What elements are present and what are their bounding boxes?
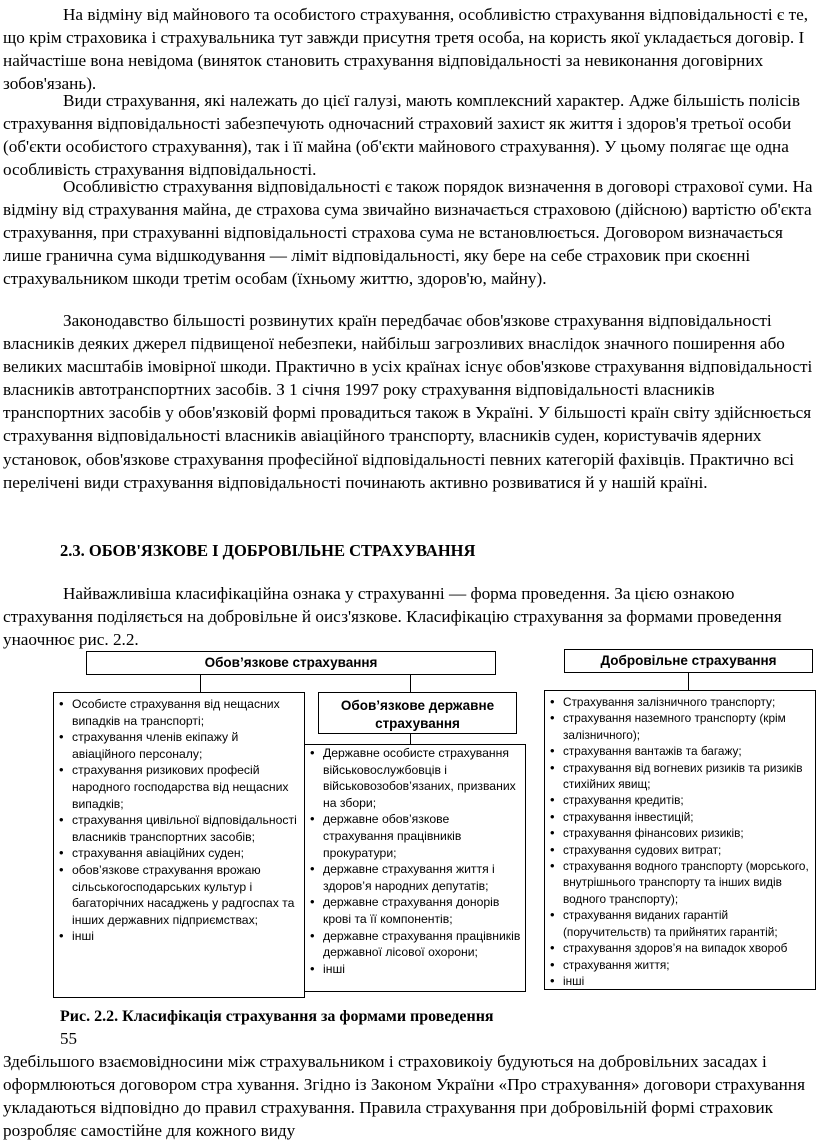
voluntary-title: Добровільне страхування bbox=[600, 653, 777, 668]
connector-line bbox=[200, 675, 201, 692]
list-item: • страхування фінансових ризиків; bbox=[547, 825, 815, 841]
list-item: • страхування ризикових професій народного господарства від нещасних випадків; bbox=[56, 762, 302, 812]
paragraph-closing: Здебільшого взаємовідносини між страхувальником і страховикоіу будуються на добровільних засадах і оформлюються договором стра хування. Згідно із Законом України «Про страхування» договори страхування укладаються відповідно до правил страхування. Правила страхування при добровільній формі страховик розробляє самостійне для кожного виду bbox=[3, 1052, 805, 1141]
list-item: • обов’язкове страхування врожаю сільськогосподарських культур і багаторічних насаджень у радгоспах та інших державних підприємствах; bbox=[56, 862, 302, 928]
paragraph-sum-insured: Особливістю страхування відповідальності є також порядок визначення в договорі страхової суми. На відміну від страхування майна, де страхова сума звичайно визначається страховою (дійсною) вартістю об'єкта страхування, при страхуванні відповідальності страхова сума не встановлюється. Договором визначається лише гранична сума відшкодування — ліміт відповідальності, яку бере на себе страховик при скоєнні страхувальником шкоди третім особам (їхньому життю, здоров'ю, майну). bbox=[3, 177, 813, 289]
list-item: • інші bbox=[56, 928, 302, 945]
connector-line bbox=[410, 734, 411, 744]
list-item: • страхування членів екіпажу й авіаційного персоналу; bbox=[56, 729, 302, 762]
state-list-box bbox=[304, 744, 526, 992]
list-item: • Страхування залізничного транспорту; bbox=[547, 694, 815, 710]
paragraph-intro: Найважливіша класифікаційна ознака у страхуванні — форма проведення. За цією ознакою страхування поділяється на добровільне й оисз'язкове. Класифікацію страхування за формами проведення унаочнює рис. 2.2. bbox=[3, 584, 782, 650]
figure-caption: Рис. 2.2. Класифікація страхування за формами проведення bbox=[60, 1008, 494, 1025]
list-item: • страхування вантажів та багажу; bbox=[547, 743, 815, 759]
state-list bbox=[307, 745, 523, 977]
voluntary-header-box bbox=[564, 649, 813, 673]
mandatory-title: Обов’язкове страхування bbox=[204, 655, 378, 670]
list-item: • страхування життя; bbox=[547, 957, 815, 973]
list-item: • страхування виданих гарантій (поручительств) та прийнятих гарантій; bbox=[547, 907, 815, 940]
list-item: • страхування судових витрат; bbox=[547, 842, 815, 858]
list-item: • страхування від вогневих ризиків та ризиків стихійних явищ; bbox=[547, 760, 815, 793]
page-number: 55 bbox=[60, 1029, 77, 1048]
mandatory-list bbox=[56, 696, 302, 945]
connector-line bbox=[410, 675, 411, 692]
list-item: • страхування інвестицій; bbox=[547, 809, 815, 825]
paragraph-legislation: Законодавство більшості розвинутих країн передбачає обов'язкове страхування відповідальності власників деяких джерел підвищеної небезпеки, найбільш загрозливих внаслідок значного поширення або великих масштабів імовірної шкоди. Практично в усіх країнах існує обов'язкове страхування відповідальності власників автотранспортних засобів. З 1 січня 1997 року страхування відповідальності власників транспортних засобів у обов'язковій формі провадиться також в Україні. У більшості країн світу здійснюється страхування відповідальності власників авіаційного транспорту, власників суден, користувачів ядерних установок, обов'язкове страхування професійної відповідальності певних категорій фахівців. Практично всі перелічені види страхування відповідальності починають активно розвиватися й у нашій країні. bbox=[3, 311, 813, 492]
section-heading: 2.3. ОБОВ'ЯЗКОВЕ І ДОБРОВІЛЬНЕ СТРАХУВАННЯ bbox=[60, 541, 476, 560]
connector-line bbox=[688, 673, 689, 690]
paragraph-third-party: На відміну від майнового та особистого страхування, особливістю страхування відповідальності є те, що крім страховика і страхувальника тут завжди присутня третя особа, на користь якої укладається договір. І найчастіше вона невідома (виняток становить страхування відповідальності за невиконання договірних зобов'язань). bbox=[3, 5, 809, 94]
mandatory-header-box bbox=[86, 651, 496, 675]
list-item: • страхування цивільної відповідальності власників транспортних засобів; bbox=[56, 812, 302, 845]
list-item: • страхування авіаційних суден; bbox=[56, 845, 302, 862]
list-item: • державне обов’язкове страхування працівників прокуратури; bbox=[307, 811, 523, 861]
list-item: • страхування здоров’я на випадок хвороб bbox=[547, 940, 815, 956]
state-header-box bbox=[318, 692, 517, 734]
list-item: • Державне особисте страхування військовослужбовців і військовозобов’язаних, призваних на збори; bbox=[307, 745, 523, 811]
list-item: • державне страхування працівників державної лісової охорони; bbox=[307, 928, 523, 961]
voluntary-list bbox=[547, 694, 815, 989]
list-item: • державне страхування донорів крові та її компонентів; bbox=[307, 894, 523, 927]
state-title: Обов’язкове державне страхування bbox=[340, 698, 495, 731]
list-item: • інші bbox=[307, 961, 523, 978]
list-item: • Особисте страхування від нещасних випадків на транспорті; bbox=[56, 696, 302, 729]
paragraph-complex-character: Види страхування, які належать до цієї галузі, мають комплексний характер. Адже більшість полісів страхування відповідальності забезпечують одночасний страховий захист як життя і здоров'я третьої особи (об'єкти особистого страхування), так і її майна (об'єкти майнового страхування). У цьому полягає ще одна особливість страхування відповідальності. bbox=[3, 91, 801, 180]
list-item: • інші bbox=[547, 973, 815, 989]
list-item: • страхування кредитів; bbox=[547, 792, 815, 808]
voluntary-list-box bbox=[544, 690, 816, 990]
list-item: • державне страхування життя і здоров’я народних депутатів; bbox=[307, 861, 523, 894]
mandatory-list-box bbox=[53, 692, 305, 998]
list-item: • страхування наземного транспорту (крім залізничного); bbox=[547, 710, 815, 743]
list-item: • страхування водного транспорту (морського, внутрішнього транспорту та інших видів водного транспорту); bbox=[547, 858, 815, 907]
